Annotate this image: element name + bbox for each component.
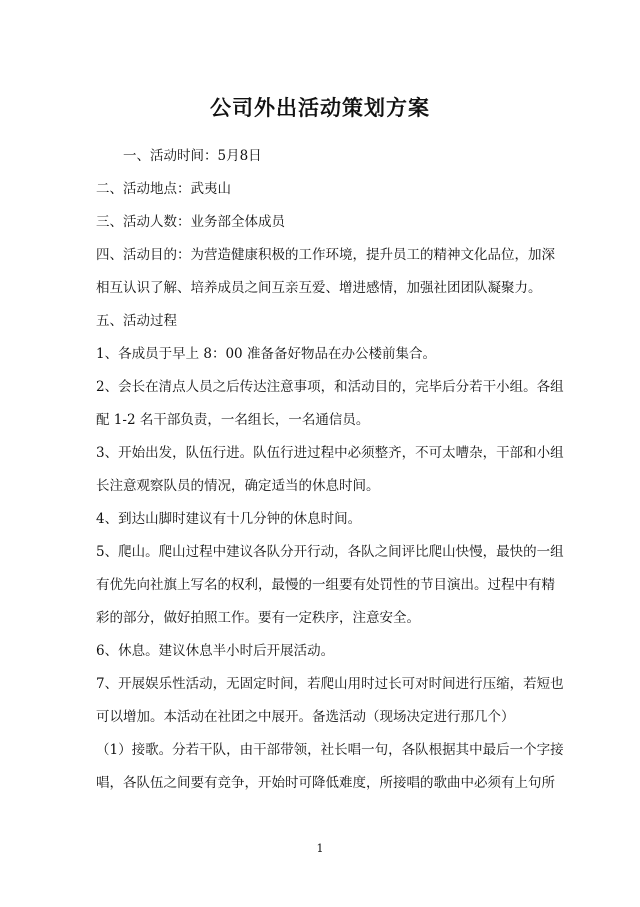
paragraph-line: 7、开展娱乐性活动，无固定时间，若爬山用时过长可对时间进行压缩，若短也 [96,676,564,692]
paragraph-line: 3、开始出发，队伍行进。队伍行进过程中必须整齐，不可太嘈杂，干部和小组 [96,445,564,461]
paragraph-line: 5、爬山。爬山过程中建议各队分开行动，各队之间评比爬山快慢，最快的一组 [96,544,564,560]
paragraph-line: 2、会长在清点人员之后传达注意事项，和活动目的，完毕后分若干小组。各组 [96,379,564,395]
paragraph-line: （1）接歌。分若干队，由干部带领，社长唱一句，各队根据其中最后一个字接 [96,742,564,758]
document-body [96,140,564,800]
paragraph-line: 相互认识了解、培养成员之间互亲互爱、增进感情，加强社团团队凝聚力。 [96,280,542,296]
paragraph-line: 有优先向社旗上写名的权利，最慢的一组要有处罚性的节目演出。过程中有精 [96,577,555,593]
paragraph-line: 长注意观察队员的情况，确定适当的休息时间。 [96,478,380,494]
page-number: 1 [316,842,324,855]
paragraph-line: 二、活动地点：武夷山 [96,181,231,197]
paragraph-line: 一、活动时间：5月8日 [123,148,262,164]
paragraph-line: 四、活动目的：为营造健康积极的工作环境，提升员工的精神文化品位，加深 [96,247,555,263]
paragraph-line: 唱，各队伍之间要有竞争，开始时可降低难度，所接唱的歌曲中必须有上句所 [96,775,555,791]
paragraph-line: 4、到达山脚时建议有十几分钟的休息时间。 [96,511,362,527]
document-title: 公司外出活动策划方案 [210,95,430,120]
paragraph-line: 五、活动过程 [96,313,177,329]
paragraph-line: 6、休息。建议休息半小时后开展活动。 [96,643,335,659]
paragraph-line: 彩的部分，做好拍照工作。要有一定秩序，注意安全。 [96,610,420,626]
paragraph-line: 1、各成员于早上 8：00 准备备好物品在办公楼前集合。 [96,346,436,362]
paragraph-line: 配 1-2 名干部负责，一名组长，一名通信员。 [96,412,370,428]
paragraph-line: 三、活动人数：业务部全体成员 [96,214,285,230]
paragraph-line: 可以增加。本活动在社团之中展开。备选活动（现场决定进行那几个） [96,709,515,725]
